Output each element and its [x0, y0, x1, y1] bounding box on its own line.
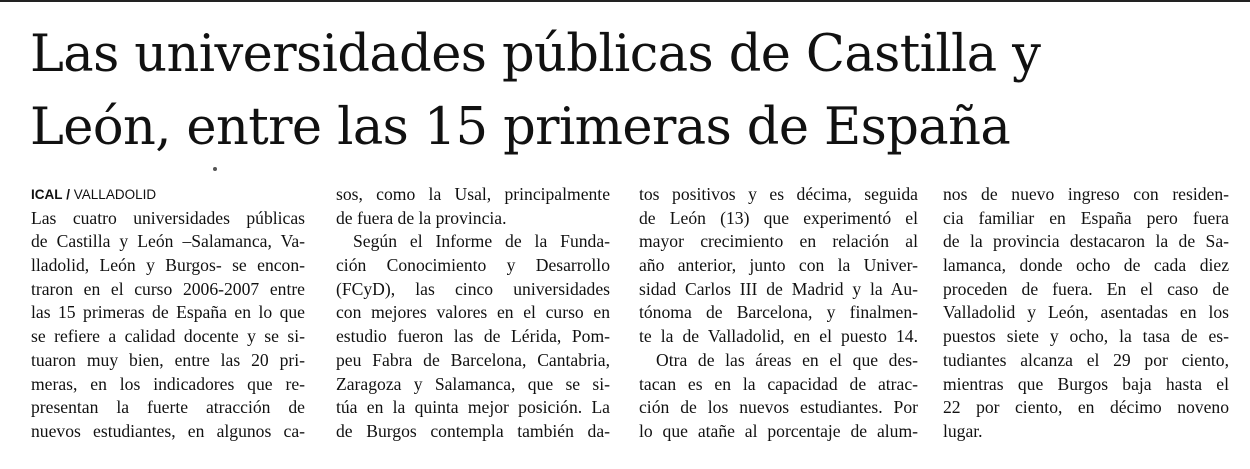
- text-line: lo que atañe al porcentaje de alum-: [639, 420, 918, 441]
- text-line: te la de Valladolid, en el puesto 14.: [639, 326, 918, 347]
- text-line: 22 por ciento, en décimo noveno: [943, 397, 1229, 418]
- article-column-4: [943, 183, 1229, 444]
- text-line: peu Fabra de Barcelona, Cantabria,: [336, 349, 610, 370]
- text-line: tuaron muy bien, entre las 20 pri-: [31, 349, 305, 370]
- text-line: de la provincia destacaron la de Sa-: [943, 231, 1229, 252]
- headline: [30, 18, 1240, 164]
- print-speck: [213, 167, 217, 171]
- article-column-3: [639, 183, 918, 444]
- text-line: ción de los nuevos estudiantes. Por: [639, 397, 918, 418]
- text-line: Otra de las áreas en el que des-: [656, 349, 918, 370]
- byline-separator: /: [66, 187, 71, 202]
- text-line: de León (13) que experimentó el: [639, 207, 918, 228]
- text-line: lamanca, donde ocho de cada diez: [943, 255, 1229, 276]
- text-line: meras, en los indicadores que re-: [31, 373, 305, 394]
- article-column-1: [31, 183, 305, 444]
- text-line: de Castilla y León –Salamanca, Va-: [31, 231, 305, 252]
- text-line: año anterior, junto con la Univer-: [639, 255, 918, 276]
- text-line: lugar.: [943, 420, 983, 441]
- text-line: mientras que Burgos baja hasta el: [943, 373, 1229, 394]
- byline-place: VALLADOLID: [73, 187, 157, 202]
- article-column-2: [336, 183, 610, 444]
- text-line: tudiantes alcanza el 29 por ciento,: [943, 349, 1229, 370]
- text-line: sidad Carlos III de Madrid y la Au-: [639, 278, 918, 299]
- text-line: se refiere a calidad docente y se si-: [31, 326, 305, 347]
- text-line: sos, como la Usal, principalmente: [336, 184, 610, 204]
- text-line: túa en la quinta mejor posición. La: [336, 397, 610, 418]
- text-line: tos positivos y es décima, seguida: [639, 184, 918, 204]
- headline-line: Las universidades públicas de Castilla y: [30, 25, 1041, 84]
- text-line: nos de nuevo ingreso con residen-: [943, 184, 1229, 204]
- text-line: presentan la fuerte atracción de: [31, 397, 305, 418]
- text-line: Según el Informe de la Funda-: [353, 231, 610, 252]
- text-line: proceden de fuera. En el caso de: [943, 278, 1229, 299]
- text-line: Las cuatro universidades públicas: [31, 207, 305, 228]
- text-line: Zaragoza y Salamanca, que se si-: [336, 373, 610, 394]
- text-line: cia familiar en España pero fuera: [943, 207, 1229, 228]
- text-line: (FCyD), las cinco universidades: [336, 278, 610, 299]
- text-line: de fuera de la provincia.: [336, 207, 507, 228]
- text-line: tónoma de Barcelona, y finalmen-: [639, 302, 918, 323]
- text-line: mayor crecimiento en relación al: [639, 231, 918, 252]
- top-rule: [0, 0, 1250, 2]
- text-line: lladolid, León y Burgos- se encon-: [31, 255, 305, 276]
- text-line: ción Conocimiento y Desarrollo: [336, 255, 610, 276]
- text-line: de Burgos contempla también da-: [336, 420, 610, 441]
- byline: [31, 183, 305, 207]
- text-line: puestos siete y ocho, la tasa de es-: [943, 326, 1229, 347]
- text-line: traron en el curso 2006-2007 entre: [31, 278, 305, 299]
- text-line: estudio fueron las de Lérida, Pom-: [336, 326, 610, 347]
- text-line: Valladolid y León, asentadas en los: [943, 302, 1229, 323]
- text-line: con mejores valores en el curso en: [336, 302, 610, 323]
- text-line: nuevos estudiantes, en algunos ca-: [31, 420, 305, 441]
- headline-line: León, entre las 15 primeras de España: [30, 98, 1011, 157]
- text-line: las 15 primeras de España en lo que: [31, 302, 305, 323]
- text-line: tacan es en la capacidad de atrac-: [639, 373, 918, 394]
- byline-agency: ICAL: [31, 187, 63, 202]
